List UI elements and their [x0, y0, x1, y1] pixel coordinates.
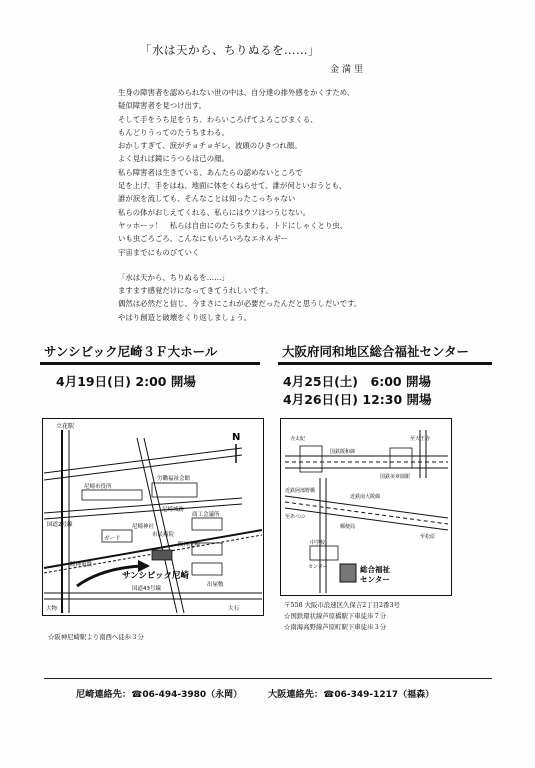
venue-right-address: 〒558 大阪市浪速区久保吉2丁目2番3号 [284, 601, 400, 609]
svg-text:出屋敷: 出屋敷 [207, 582, 224, 588]
venue-right-date-2: 4月26日(日) 12:30 開場 [283, 392, 432, 407]
contact-right-label: 大阪連絡先： [268, 689, 324, 700]
poem-line: 偶然は必然だと信じ、今まさにこれが必要だったんだと思うしだいです。 [118, 299, 362, 309]
poem-line: 生身の障害者を認められない世の中は、自分達の排外感をかくすため、 [118, 88, 355, 97]
poem-author: 金満里 [330, 65, 367, 75]
svg-text:尼崎神社: 尼崎神社 [132, 524, 155, 530]
poem-line: いも虫ごろごろ、こんなにもいろいろなエネルギー [118, 234, 288, 244]
venue-left-note: ☆阪神尼崎駅より南西へ徒歩３分 [48, 633, 144, 641]
contact-right-tel: ☎06-349-1217（福森） [323, 690, 435, 700]
poem-title: 「水は天から、ちりぬるを……」 [140, 43, 320, 57]
map-amagasaki [42, 418, 264, 616]
svg-text:労働福祉会館: 労働福祉会館 [157, 476, 191, 482]
svg-text:阪神尼崎: 阪神尼崎 [178, 542, 201, 548]
poem-line: 誰が涙を流しても、そんなことは知ったこっちゃない [118, 194, 296, 204]
svg-text:大物: 大物 [46, 606, 58, 612]
svg-text:国鉄美章園駅: 国鉄美章園駅 [380, 474, 411, 480]
svg-text:郵便局: 郵便局 [340, 524, 356, 530]
poem-line: 疑似障害者を見つけ出す。 [118, 101, 207, 111]
svg-text:立花駅: 立花駅 [56, 423, 75, 430]
venue-right-rule [278, 362, 492, 365]
svg-text:センター: センター [360, 575, 390, 584]
poem-line: 宇宙までにものびていく [118, 247, 200, 257]
map-osaka [280, 418, 452, 596]
svg-text:近鉄南大阪線: 近鉄南大阪線 [350, 494, 381, 500]
svg-text:ガード: ガード [104, 536, 121, 542]
svg-text:近鉄阿部野橋: 近鉄阿部野橋 [285, 488, 316, 494]
contact-left-label: 尼崎連絡先： [76, 689, 132, 700]
poem-line: 私らの体がおしえてくれる、私らにはウソはつうじない。 [118, 207, 311, 217]
svg-text:総合福祉: 総合福祉 [360, 565, 390, 574]
venue-left-date: 4月19日(日) 2:00 開場 [56, 374, 196, 389]
poem-body [118, 86, 448, 324]
footer-rule [44, 678, 492, 679]
svg-text:尼崎市役所: 尼崎市役所 [84, 484, 112, 490]
poem-line: よく見れば鏡にうつるは己の顔。 [118, 154, 229, 164]
svg-text:寺太紀: 寺太紀 [290, 436, 306, 442]
svg-text:大石: 大石 [228, 606, 240, 612]
svg-text:国道2号線: 国道2号線 [47, 522, 73, 528]
venue-left-rule [40, 362, 260, 365]
footer-contact-left [76, 686, 242, 700]
svg-text:国鉄阪和線: 国鉄阪和線 [330, 449, 356, 455]
poem-line: 足を上げ、手をはね、地面に体をくねらせて、誰が何といおうとも、 [118, 181, 347, 191]
poem-line: そして手をうち足をうち、わらいころげてよろこびまくる、 [118, 114, 318, 124]
svg-text:商工会議所: 商工会議所 [192, 512, 220, 518]
poem-line: 「水は天から、ちりぬるを……」 [118, 272, 229, 282]
svg-text:市民病院: 市民病院 [152, 532, 175, 538]
venue-right-note [284, 600, 400, 633]
poem-line: 私ら障害者は生きている、あんたらの認めないところで [118, 167, 303, 177]
svg-text:サンシビック尼崎: サンシビック尼崎 [122, 571, 190, 581]
footer-contact-right [268, 686, 434, 700]
svg-text:尼崎城跡: 尼崎城跡 [162, 507, 185, 513]
svg-text:中学校: 中学校 [310, 540, 326, 546]
poem-line: ますます感覚だけになってきてうれしいです。 [118, 286, 273, 296]
venue-right-access-1: ☆国鉄環状線芦原橋駅下車徒歩７分 [284, 612, 387, 620]
venue-right-access-2: ☆南海高野線芦原町駅下車徒歩３分 [284, 623, 387, 631]
svg-text:センター: センター [308, 564, 328, 570]
svg-text:阪神電鉄: 阪神電鉄 [70, 562, 93, 568]
svg-text:至あべの: 至あべの [285, 514, 306, 520]
svg-text:N: N [232, 432, 241, 443]
poem-line: やはり創造と破壊をくり返しましょう。 [118, 312, 252, 322]
poem-line: ヤッホーッ！ 私らは自由にのたうちまわる、トドにしゃくとり虫、 [118, 220, 348, 230]
venue-left-name: サンシビック尼崎３Ｆ大ホール [44, 344, 218, 359]
venue-right-name: 大阪府同和地区総合福祉センター [282, 344, 470, 359]
poem-line: もんどりうってのたうちまわる。 [118, 127, 229, 137]
svg-text:国道43号線: 国道43号線 [132, 586, 161, 592]
venue-right-date-1: 4月25日(土) 6:00 開場 [283, 374, 431, 389]
svg-text:至松原: 至松原 [420, 534, 436, 540]
svg-text:至天王寺: 至天王寺 [410, 436, 431, 442]
contact-left-tel: ☎06-494-3980（永岡） [131, 690, 243, 700]
poem-line: おかしすぎて、涙がチョチョギレ、波頭のひきつれ顔。 [118, 141, 302, 151]
